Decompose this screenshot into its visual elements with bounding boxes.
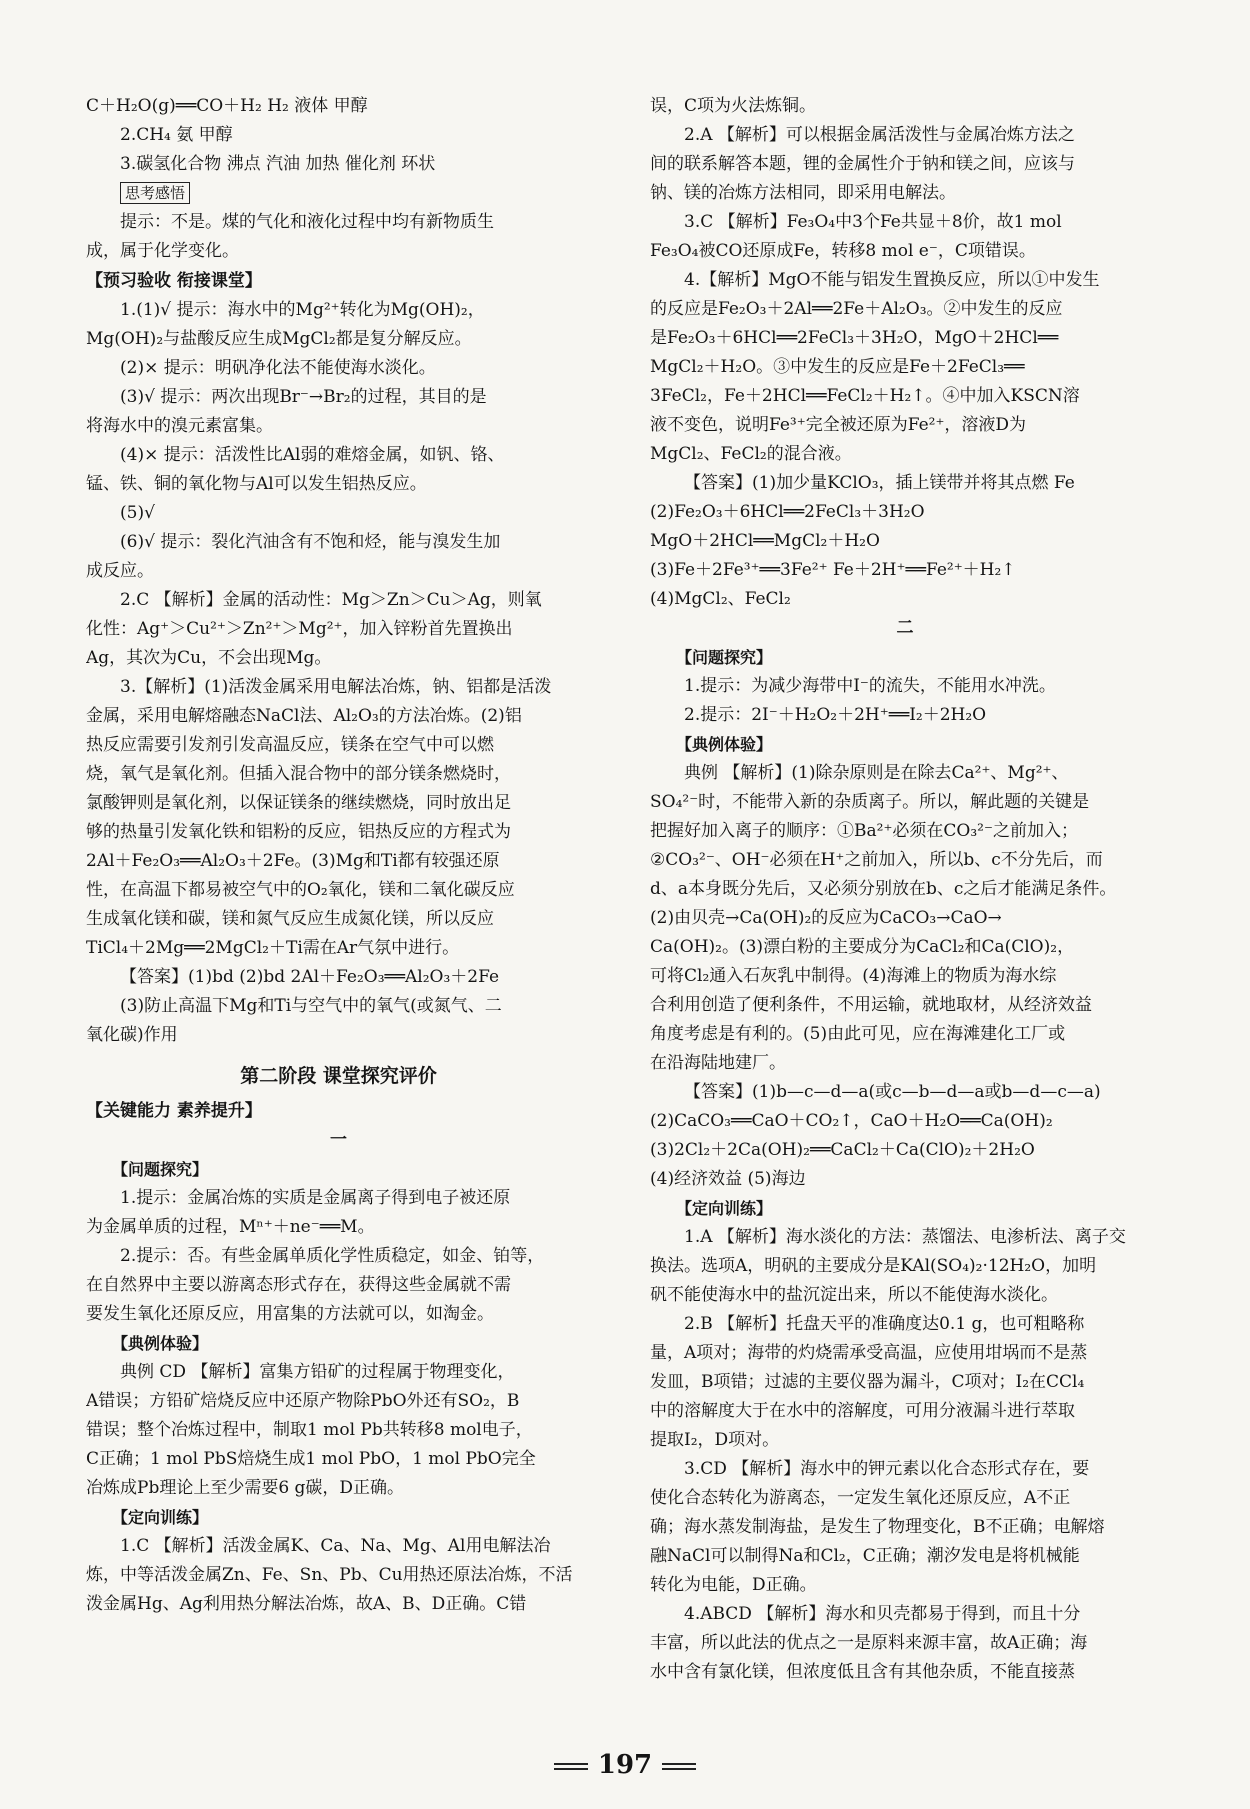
sub-heading-problem: 【问题探究】 [676, 648, 773, 667]
text-line: 氧化碳)作用 [86, 1025, 178, 1045]
text-line: 金属，采用电解熔融态NaCl法、Al₂O₃的方法冶炼。(2)铝 [86, 706, 522, 726]
text-line: 化性：Ag⁺＞Cu²⁺＞Zn²⁺＞Mg²⁺，加入锌粉首先置换出 [86, 619, 513, 639]
text-line: 的反应是Fe₂O₃＋2Al══2Fe＋Al₂O₃。②中发生的反应 [650, 299, 1063, 319]
text-line: 泼金属Hg、Ag利用热分解法冶炼，故A、B、D正确。C错 [86, 1594, 527, 1614]
text-line: 3.CD 【解析】海水中的钾元素以化合态形式存在，要 [684, 1459, 1090, 1479]
text-line: 1.C 【解析】活泼金属K、Ca、Na、Mg、Al用电解法冶 [120, 1536, 551, 1556]
text-line: 水中含有氯化镁，但浓度低且含有其他杂质，不能直接蒸 [650, 1662, 1075, 1682]
text-line: 将海水中的溴元素富集。 [86, 416, 273, 436]
text-line: Ca(OH)₂。(3)漂白粉的主要成分为CaCl₂和Ca(ClO)₂， [650, 937, 1075, 957]
text-line: 1.(1)√ 提示：海水中的Mg²⁺转化为Mg(OH)₂， [120, 300, 485, 320]
text-line: 在沿海陆地建厂。 [650, 1053, 786, 1073]
text-line: 错误；整个冶炼过程中，制取1 mol Pb共转移8 mol电子， [86, 1420, 533, 1440]
right-column [650, 92, 1160, 1687]
text-line: MgO＋2HCl══MgCl₂＋H₂O [650, 531, 880, 551]
text-line: (3)Fe＋2Fe³⁺══3Fe²⁺ Fe＋2H⁺══Fe²⁺＋H₂↑ [650, 560, 1016, 580]
section-heading: 【关键能力 素养提升】 [86, 1101, 262, 1121]
text-line: 典例 【解析】(1)除杂原则是在除去Ca²⁺、Mg²⁺、 [684, 763, 1069, 783]
sub-heading-training: 【定向训练】 [112, 1508, 209, 1527]
text-line: 钠、镁的冶炼方法相同，即采用电解法。 [650, 183, 956, 203]
text-line: 合利用创造了便利条件，不用运输，就地取材，从经济效益 [650, 995, 1092, 1015]
text-line: 成反应。 [86, 561, 154, 581]
text-line: 锰、铁、铜的氧化物与Al可以发生铝热反应。 [86, 474, 427, 494]
text-line: 3.C 【解析】Fe₃O₄中3个Fe共显＋8价，故1 mol [684, 212, 1062, 232]
text-line: Ag，其次为Cu，不会出现Mg。 [86, 648, 332, 668]
decorative-rule [662, 1763, 696, 1770]
decorative-rule [554, 1763, 588, 1770]
sub-heading-training: 【定向训练】 [676, 1199, 773, 1218]
text-line: (2)× 提示：明矾净化法不能使海水淡化。 [120, 358, 436, 378]
sub-heading-example: 【典例体验】 [112, 1334, 209, 1353]
text-line: (3)防止高温下Mg和Ti与空气中的氧气(或氮气、二 [120, 996, 502, 1016]
text-line: 4.【解析】MgO不能与铝发生置换反应，所以①中发生 [684, 270, 1100, 290]
text-line: 2.提示：2I⁻＋H₂O₂＋2H⁺══I₂＋2H₂O [684, 705, 987, 725]
text-line: 冶炼成Pb理论上至少需要6 g碳，D正确。 [86, 1478, 405, 1498]
text-line: 量，A项对；海带的灼烧需承受高温，应使用坩埚而不是蒸 [650, 1343, 1088, 1363]
text-line: 2.A 【解析】可以根据金属活泼性与金属冶炼方法之 [684, 125, 1075, 145]
text-line: d、a本身既分先后，又必须分别放在b、c之后才能满足条件。 [650, 879, 1117, 899]
text-line: A错误；方铅矿焙烧反应中还原产物除PbO外还有SO₂，B [86, 1391, 520, 1411]
text-line: 在自然界中主要以游离态形式存在，获得这些金属就不需 [86, 1275, 511, 1295]
text-line: (4)× 提示：活泼性比Al弱的难熔金属，如钒、铬、 [120, 445, 505, 465]
text-line: 成，属于化学变化。 [86, 241, 239, 261]
text-line: 融NaCl可以制得Na和Cl₂，C正确；潮汐发电是将机械能 [650, 1546, 1080, 1566]
section-heading: 【预习验收 衔接课堂】 [86, 271, 262, 291]
text-line: 把握好加入离子的顺序：①Ba²⁺必须在CO₃²⁻之前加入； [650, 821, 1078, 841]
text-line: (2)CaCO₃══CaO＋CO₂↑，CaO＋H₂O══Ca(OH)₂ [650, 1111, 1053, 1131]
text-line: 提取I₂，D项对。 [650, 1430, 780, 1450]
text-line: 【答案】(1)bd (2)bd 2Al＋Fe₂O₃══Al₂O₃＋2Fe [120, 967, 500, 987]
text-line: 矾不能使海水中的盐沉淀出来，所以不能使海水淡化。 [650, 1285, 1058, 1305]
text-line: C＋H₂O(g)══CO＋H₂ H₂ 液体 甲醇 [86, 96, 368, 116]
text-line: 典例 CD 【解析】富集方铅矿的过程属于物理变化， [120, 1362, 515, 1382]
divider-two: 二 [896, 618, 914, 638]
text-line: (3)√ 提示：两次出现Br⁻→Br₂的过程，其目的是 [120, 387, 487, 407]
text-line: (4)MgCl₂、FeCl₂ [650, 589, 791, 609]
text-line: 炼，中等活泼金属Zn、Fe、Sn、Pb、Cu用热还原法冶炼，不活 [86, 1565, 573, 1585]
text-line: 1.提示：金属冶炼的实质是金属离子得到电子被还原 [120, 1188, 511, 1208]
text-line: 发皿，B项错；过滤的主要仪器为漏斗，C项对；I₂在CCl₄ [650, 1372, 1085, 1392]
text-line: 热反应需要引发剂引发高温反应，镁条在空气中可以燃 [86, 735, 494, 755]
stage-title: 第二阶段 课堂探究评价 [240, 1065, 437, 1087]
text-line: ②CO₃²⁻、OH⁻必须在H⁺之前加入，所以b、c不分先后，而 [650, 850, 1103, 870]
text-line: MgCl₂、FeCl₂的混合液。 [650, 444, 852, 464]
text-line: 2.C 【解析】金属的活动性：Mg＞Zn＞Cu＞Ag，则氧 [120, 590, 542, 610]
text-line: Fe₃O₄被CO还原成Fe，转移8 mol e⁻，C项错误。 [650, 241, 1036, 261]
boxed-label: 思考感悟 [120, 182, 190, 204]
text-line: 换法。选项A，明矾的主要成分是KAl(SO₄)₂·12H₂O，加明 [650, 1256, 1097, 1276]
text-line: (4)经济效益 (5)海边 [650, 1169, 806, 1189]
text-line: 3.碳氢化合物 沸点 汽油 加热 催化剂 环状 [120, 154, 436, 174]
text-line: TiCl₄＋2Mg══2MgCl₂＋Ti需在Ar气氛中进行。 [86, 938, 460, 958]
text-line: 烧，氧气是氧化剂。但插入混合物中的部分镁条燃烧时， [86, 764, 511, 784]
sub-heading-problem: 【问题探究】 [112, 1160, 209, 1179]
left-column [86, 92, 591, 1619]
text-line: 间的联系解答本题，锂的金属性介于钠和镁之间，应该与 [650, 154, 1075, 174]
text-line: 2Al＋Fe₂O₃══Al₂O₃＋2Fe。(3)Mg和Ti都有较强还原 [86, 851, 500, 871]
text-line: 2.提示：否。有些金属单质化学性质稳定，如金、铂等， [120, 1246, 545, 1266]
text-line: 中的溶解度大于在水中的溶解度，可用分液漏斗进行萃取 [650, 1401, 1075, 1421]
text-line: (3)2Cl₂＋2Ca(OH)₂══CaCl₂＋Ca(ClO)₂＋2H₂O [650, 1140, 1035, 1160]
text-line: 丰富，所以此法的优点之一是原料来源丰富，故A正确；海 [650, 1633, 1088, 1653]
page-number-row [0, 1750, 1250, 1780]
divider-one: 一 [330, 1130, 347, 1150]
text-line: (5)√ [120, 503, 155, 523]
text-line: 2.CH₄ 氨 甲醇 [120, 125, 233, 145]
sub-heading-example: 【典例体验】 [676, 735, 773, 754]
text-line: 够的热量引发氧化铁和铝粉的反应，铝热反应的方程式为 [86, 822, 511, 842]
text-line: (2)Fe₂O₃＋6HCl══2FeCl₃＋3H₂O [650, 502, 925, 522]
text-line: 4.ABCD 【解析】海水和贝壳都易于得到，而且十分 [684, 1604, 1081, 1624]
text-line: 生成氧化镁和碳，镁和氮气反应生成氮化镁，所以反应 [86, 909, 494, 929]
text-line: 使化合态转化为游离态，一定发生氧化还原反应，A不正 [650, 1488, 1071, 1508]
text-line: 提示：不是。煤的气化和液化过程中均有新物质生 [120, 212, 494, 232]
text-line: MgCl₂＋H₂O。③中发生的反应是Fe＋2FeCl₃══ [650, 357, 1025, 377]
text-line: (6)√ 提示：裂化汽油含有不饱和烃，能与溴发生加 [120, 532, 501, 552]
text-line: 液不变色，说明Fe³⁺完全被还原为Fe²⁺，溶液D为 [650, 415, 1027, 435]
text-line: 3.【解析】(1)活泼金属采用电解法冶炼，钠、铝都是活泼 [120, 677, 552, 697]
text-line: 要发生氧化还原反应，用富集的方法就可以，如淘金。 [86, 1304, 494, 1324]
text-line: 【答案】(1)加少量KClO₃，插上镁带并将其点燃 Fe [684, 473, 1075, 493]
text-line: (2)由贝壳→Ca(OH)₂的反应为CaCO₃→CaO→ [650, 908, 1002, 928]
text-line: C正确；1 mol PbS焙烧生成1 mol PbO，1 mol PbO完全 [86, 1449, 536, 1469]
text-line: 氯酸钾则是氧化剂，以保证镁条的继续燃烧，同时放出足 [86, 793, 511, 813]
text-line: 1.A 【解析】海水淡化的方法：蒸馏法、电渗析法、离子交 [684, 1227, 1126, 1247]
text-line: 确；海水蒸发制海盐，是发生了物理变化，B不正确；电解熔 [650, 1517, 1105, 1537]
text-line: SO₄²⁻时，不能带入新的杂质离子。所以，解此题的关键是 [650, 792, 1090, 812]
text-line: 角度考虑是有利的。(5)由此可见，应在海滩建化工厂或 [650, 1024, 1066, 1044]
text-line: 性，在高温下都易被空气中的O₂氧化，镁和二氧化碳反应 [86, 880, 515, 900]
text-line: 误，C项为火法炼铜。 [650, 96, 817, 116]
text-line: 转化为电能，D正确。 [650, 1575, 817, 1595]
text-line: 3FeCl₂，Fe＋2HCl══FeCl₂＋H₂↑。④中加入KSCN溶 [650, 386, 1080, 406]
text-line: 是Fe₂O₃＋6HCl══2FeCl₃＋3H₂O，MgO＋2HCl══ [650, 328, 1059, 348]
text-line: 可将Cl₂通入石灰乳中制得。(4)海滩上的物质为海水综 [650, 966, 1057, 986]
page-number: 197 [597, 1750, 653, 1780]
text-line: Mg(OH)₂与盐酸反应生成MgCl₂都是复分解反应。 [86, 329, 472, 349]
text-line: 为金属单质的过程，Mⁿ⁺＋ne⁻══M。 [86, 1217, 375, 1237]
text-line: 2.B 【解析】托盘天平的准确度达0.1 g，也可粗略称 [684, 1314, 1085, 1334]
text-line: 【答案】(1)b—c—d—a(或c—b—d—a或b—d—c—a) [684, 1082, 1101, 1102]
text-line: 1.提示：为减少海带中I⁻的流失，不能用水冲洗。 [684, 676, 1056, 696]
